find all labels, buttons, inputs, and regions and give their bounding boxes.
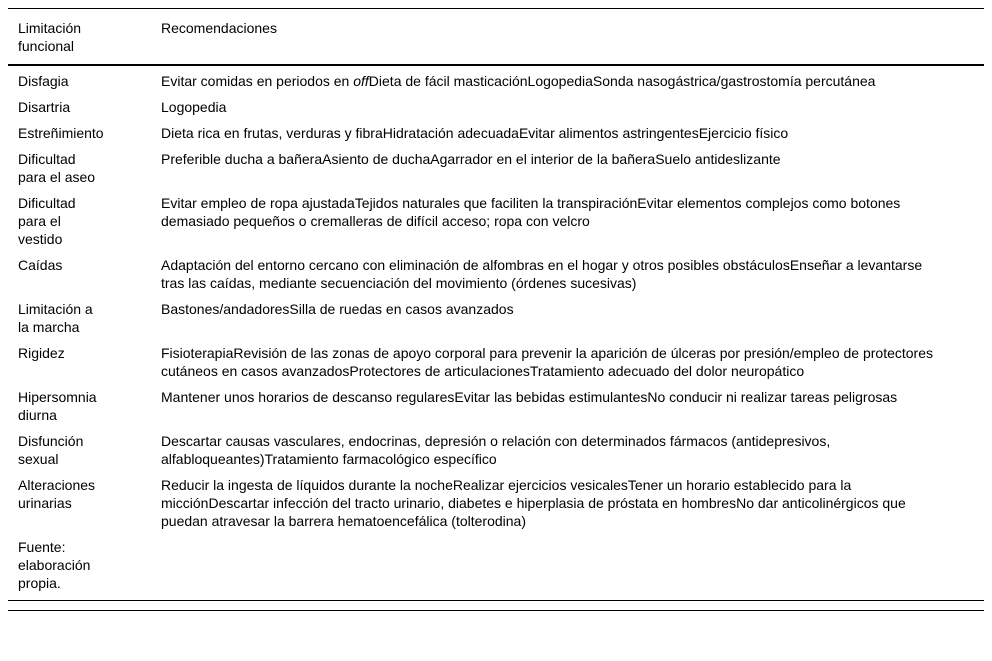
table-row xyxy=(8,252,984,296)
limitation-cell: Disfunción sexual xyxy=(18,433,84,467)
recommendations-cell xyxy=(161,476,940,530)
limitation-cell: Disartria xyxy=(18,99,71,115)
limitation-cell: Rigidez xyxy=(18,345,65,361)
table-row xyxy=(8,68,984,94)
recommendations-cell xyxy=(161,124,940,142)
recommendations-cell xyxy=(161,72,940,90)
table-row xyxy=(8,94,984,120)
limitation-cell: Alteraciones urinarias xyxy=(18,477,96,511)
recommendation-text: Evitar comidas en periodos en xyxy=(161,73,354,89)
table-header-row xyxy=(8,9,984,66)
recommendation-text: FisioterapiaRevisión de las zonas de apoyo corporal para prevenir la aparición de úlceras por presión/empleo de protectores cutáneos en casos avanzadosProtectores de articulacionesTratamiento adecuado del dolor neuropático xyxy=(161,345,933,379)
table-row xyxy=(8,340,984,384)
table-row xyxy=(8,384,984,428)
table-body xyxy=(8,66,984,601)
recommendation-text: Preferible ducha a bañeraAsiento de duchaAgarrador en el interior de la bañeraSuelo antideslizante xyxy=(161,151,781,167)
header-recommendations-column: Recomendaciones xyxy=(161,20,277,36)
recommendations-cell xyxy=(161,538,940,592)
recommendations-cell xyxy=(161,256,940,292)
table-row xyxy=(8,190,984,252)
recommendations-table xyxy=(8,8,984,611)
limitation-cell: Limitación a la marcha xyxy=(18,301,93,335)
recommendations-cell xyxy=(161,432,940,468)
recommendation-text: Descartar causas vasculares, endocrinas, depresión o relación con determinados fármacos (antidepresivos, alfabloqueantes)Tratamiento farmacológico específico xyxy=(161,433,831,467)
recommendation-text: Mantener unos horarios de descanso regularesEvitar las bebidas estimulantesNo conducir ni realizar tareas peligrosas xyxy=(161,389,898,405)
limitation-cell: Caídas xyxy=(18,257,63,273)
recommendation-text: Evitar empleo de ropa ajustadaTejidos naturales que faciliten la transpiraciónEvitar elementos complejos como botones demasiado pequeños o cremalleras de difícil acceso; ropa con velcro xyxy=(161,195,901,229)
limitation-cell: Disfagia xyxy=(18,73,69,89)
recommendations-cell xyxy=(161,344,940,380)
table-row xyxy=(8,296,984,340)
table-row xyxy=(8,120,984,146)
limitation-cell: Dificultad para el vestido xyxy=(18,195,76,247)
limitation-cell: Estreñimiento xyxy=(18,125,104,141)
recommendation-text: Dieta de fácil masticaciónLogopediaSonda nasogástrica/gastrostomía percutánea xyxy=(368,73,876,89)
header-limitation-column: Limitación funcional xyxy=(18,20,82,54)
recommendations-cell xyxy=(161,98,940,116)
table-row xyxy=(8,428,984,472)
recommendations-cell xyxy=(161,388,940,424)
limitation-cell: Hipersomnia diurna xyxy=(18,389,97,423)
recommendation-text: Reducir la ingesta de líquidos durante la nocheRealizar ejercicios vesicalesTener un horario establecido para la micciónDescartar infección del tracto urinario, diabetes e hiperplasia de próstata en hombresNo dar anticolinérgicos que puedan atravesar la barrera hematoencefálica (tolterodina) xyxy=(161,477,906,529)
recommendations-cell xyxy=(161,300,940,336)
recommendations-cell xyxy=(161,194,940,248)
source-note-row xyxy=(8,534,984,596)
recommendation-text: Logopedia xyxy=(161,99,227,115)
recommendation-text: Bastones/andadoresSilla de ruedas en casos avanzados xyxy=(161,301,514,317)
table-row xyxy=(8,146,984,190)
source-note-text: Fuente: elaboración propia. xyxy=(18,539,91,591)
table-row xyxy=(8,472,984,534)
italic-term: off xyxy=(353,73,369,89)
limitation-cell: Dificultad para el aseo xyxy=(18,151,96,185)
recommendation-text: Adaptación del entorno cercano con eliminación de alfombras en el hogar y otros posibles obstáculosEnseñar a levantarse tras las caídas, mediante secuenciación del movimiento (órdenes sucesivas) xyxy=(161,257,923,291)
recommendation-text: Dieta rica en frutas, verduras y fibraHidratación adecuadaEvitar alimentos astringentesEjercicio físico xyxy=(161,125,789,141)
recommendations-cell xyxy=(161,150,940,186)
